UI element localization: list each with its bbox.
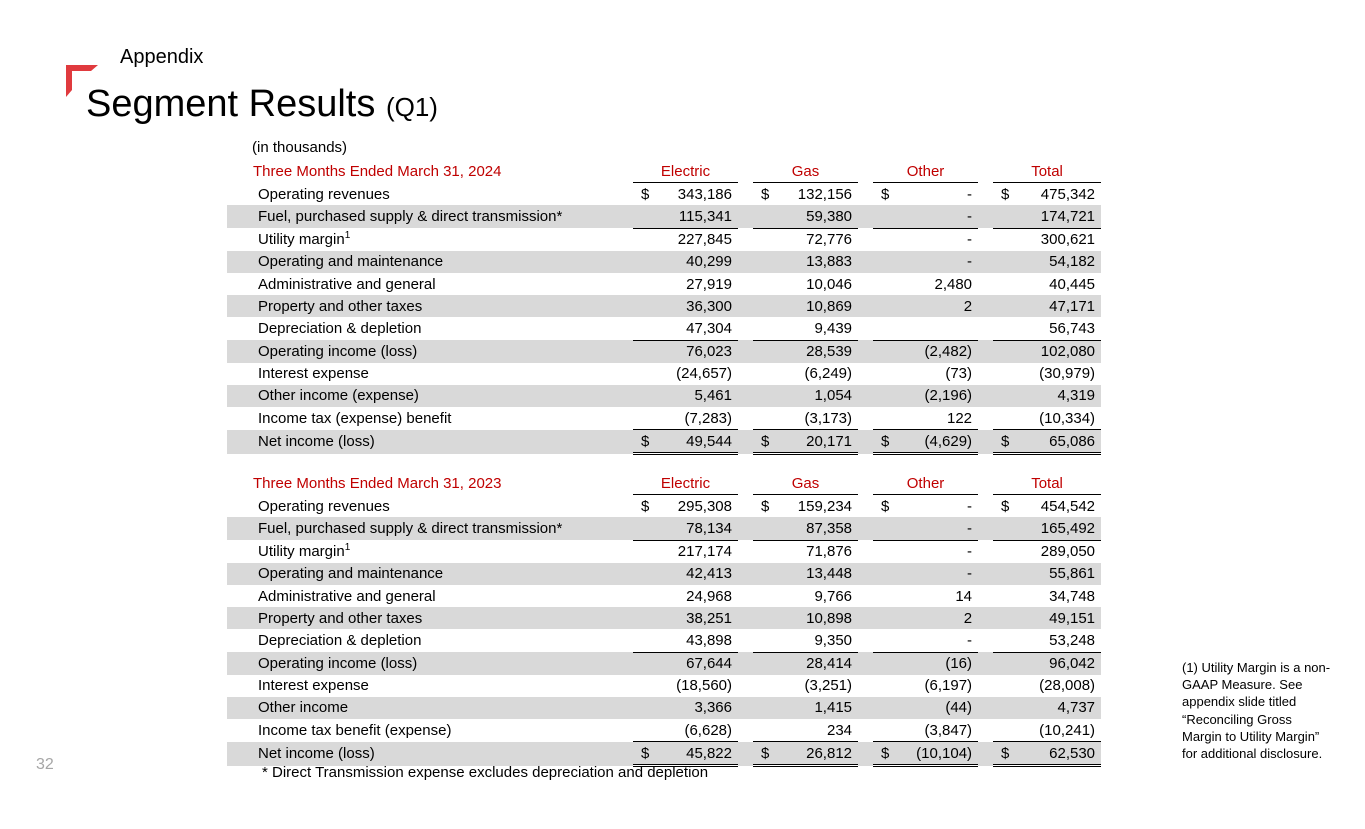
currency-symbol: $ <box>753 742 778 766</box>
row-label <box>227 183 618 206</box>
table-row <box>227 585 1101 607</box>
table-row <box>227 697 1101 719</box>
currency-symbol: $ <box>881 185 890 203</box>
cell-value: 13,883 <box>778 251 858 273</box>
cell-value: (6,628) <box>658 719 738 742</box>
cell-value: - <box>967 185 973 203</box>
row-label <box>227 719 618 742</box>
cell-value: 10,898 <box>778 607 858 629</box>
currency-symbol <box>993 317 1018 340</box>
column-header-electric: Electric <box>633 472 738 495</box>
currency-symbol <box>753 563 778 585</box>
currency-symbol <box>753 273 778 295</box>
currency-symbol <box>753 697 778 719</box>
footnote-marker: 1 <box>344 541 351 553</box>
currency-symbol <box>993 517 1018 540</box>
row-label-text: Other income <box>258 699 349 717</box>
currency-symbol <box>753 407 778 430</box>
cell-value: 10,869 <box>778 295 858 317</box>
cell-value: 1,054 <box>778 385 858 407</box>
currency-symbol <box>993 340 1018 363</box>
currency-symbol: $ <box>633 430 658 454</box>
cell-value: 174,721 <box>1018 205 1101 228</box>
cell-value: (6,249) <box>804 365 853 383</box>
table-row <box>227 607 1101 629</box>
row-label-text: Administrative and general <box>258 587 436 605</box>
row-label <box>227 652 618 675</box>
cell-value: (7,283) <box>658 407 738 430</box>
currency-symbol <box>993 540 1018 563</box>
cell-value: (24,657) <box>676 365 732 383</box>
currency-symbol: $ <box>633 742 658 766</box>
currency-symbol <box>993 205 1018 228</box>
table-row <box>227 742 1101 766</box>
currency-symbol <box>873 385 898 407</box>
cell-value: 3,366 <box>658 697 738 719</box>
row-label-text: Administrative and general <box>258 275 436 293</box>
currency-symbol <box>633 563 658 585</box>
table-row <box>227 675 1101 697</box>
cell-value: 289,050 <box>1040 543 1096 561</box>
table-row <box>227 652 1101 675</box>
segment-table-2023 <box>227 472 1101 767</box>
cell-value: 2,480 <box>934 275 973 293</box>
currency-symbol <box>873 295 898 317</box>
row-label-text: Operating revenues <box>258 497 390 515</box>
page-number: 32 <box>36 756 54 773</box>
currency-symbol <box>993 563 1018 585</box>
cell-value: 102,080 <box>1018 340 1101 363</box>
page-title-suffix: (Q1) <box>385 92 438 122</box>
row-label <box>227 675 618 697</box>
row-label <box>227 363 618 385</box>
row-label-text: Depreciation & depletion <box>258 320 422 338</box>
cell-value: 65,086 <box>1018 430 1101 454</box>
currency-symbol <box>753 719 778 742</box>
currency-symbol <box>633 517 658 540</box>
row-label <box>227 540 618 563</box>
units-note: (in thousands) <box>252 139 348 156</box>
cell-value: (10,334) <box>1018 407 1101 430</box>
column-header-total: Total <box>993 160 1101 183</box>
currency-symbol <box>993 629 1018 652</box>
cell-value: 40,445 <box>1049 275 1096 293</box>
currency-symbol <box>993 363 1018 385</box>
cell-value: 9,439 <box>778 317 858 340</box>
row-label <box>227 517 618 540</box>
table-row <box>227 273 1101 295</box>
cell-value: (6,197) <box>924 677 973 695</box>
currency-symbol: $ <box>761 185 770 203</box>
cell-value: 115,341 <box>658 205 738 228</box>
currency-symbol <box>993 385 1018 407</box>
currency-symbol <box>873 363 898 385</box>
cell-value: 4,737 <box>1018 697 1101 719</box>
row-label <box>227 228 618 251</box>
cell-value: 5,461 <box>658 385 738 407</box>
table-row <box>227 251 1101 273</box>
cell-value: (3,847) <box>898 719 978 742</box>
currency-symbol <box>753 629 778 652</box>
currency-symbol: $ <box>761 497 770 515</box>
currency-symbol: $ <box>641 185 650 203</box>
cell-value: 34,748 <box>1049 587 1096 605</box>
cell-value: (3,251) <box>804 677 853 695</box>
cell-value: - <box>898 205 978 228</box>
cell-value: 28,414 <box>778 652 858 675</box>
cell-value: 20,171 <box>778 430 858 454</box>
cell-value: (28,008) <box>1039 677 1096 695</box>
currency-symbol <box>633 629 658 652</box>
row-label <box>227 340 618 363</box>
currency-symbol <box>633 719 658 742</box>
currency-symbol <box>873 675 898 697</box>
row-label <box>227 607 618 629</box>
currency-symbol <box>753 228 778 251</box>
row-label <box>227 563 618 585</box>
currency-symbol <box>753 675 778 697</box>
cell-value: (2,196) <box>898 385 978 407</box>
currency-symbol <box>753 295 778 317</box>
cell-value: 234 <box>778 719 858 742</box>
cell-value: 122 <box>898 407 978 430</box>
column-header-total: Total <box>993 472 1101 495</box>
row-label-text: Income tax (expense) benefit <box>258 409 452 427</box>
currency-symbol <box>633 273 658 295</box>
row-label <box>227 585 618 607</box>
currency-symbol: $ <box>881 497 890 515</box>
cell-value: 9,350 <box>778 629 858 652</box>
row-label <box>227 317 618 340</box>
currency-symbol <box>633 675 658 697</box>
page-title-text: Segment Results <box>86 83 376 125</box>
table-row <box>227 183 1101 206</box>
cell-value: (3,173) <box>778 407 858 430</box>
table-row <box>227 340 1101 363</box>
row-label-text: Utility margin <box>258 542 345 560</box>
row-label <box>227 273 618 295</box>
footnote: * Direct Transmission expense excludes depreciation and depletion <box>262 764 709 781</box>
row-label-text: Operating income (loss) <box>258 654 418 672</box>
cell-value: 43,898 <box>658 629 738 652</box>
cell-value: - <box>967 543 973 561</box>
period-label: Three Months Ended March 31, 2023 <box>253 474 502 492</box>
currency-symbol <box>633 540 658 563</box>
row-label-text: Net income (loss) <box>258 433 375 451</box>
currency-symbol <box>633 205 658 228</box>
currency-symbol <box>993 228 1018 251</box>
row-label <box>227 629 618 652</box>
cell-value: 295,308 <box>677 497 732 515</box>
cell-value: - <box>898 563 978 585</box>
currency-symbol <box>633 697 658 719</box>
currency-symbol <box>873 517 898 540</box>
cell-value: 40,299 <box>658 251 738 273</box>
cell-value: 343,186 <box>677 185 732 203</box>
table-row <box>227 228 1101 251</box>
currency-symbol <box>873 205 898 228</box>
row-label-text: Utility margin <box>258 230 345 248</box>
segment-table-2024 <box>227 160 1101 455</box>
currency-symbol <box>993 407 1018 430</box>
table-header-row <box>227 160 1101 183</box>
cell-value: - <box>898 629 978 652</box>
table-row <box>227 563 1101 585</box>
column-header-gas: Gas <box>753 160 858 183</box>
cell-value: 10,046 <box>806 275 853 293</box>
cell-value: 78,134 <box>658 517 738 540</box>
page-title <box>86 83 438 126</box>
currency-symbol <box>873 228 898 251</box>
currency-symbol <box>993 295 1018 317</box>
table-header-row <box>227 472 1101 495</box>
currency-symbol <box>633 363 658 385</box>
row-label-text: Operating revenues <box>258 185 390 203</box>
period-label: Three Months Ended March 31, 2024 <box>253 162 502 180</box>
currency-symbol <box>993 652 1018 675</box>
cell-value: 475,342 <box>1040 185 1096 203</box>
cell-value: 49,151 <box>1018 607 1101 629</box>
cell-value: 42,413 <box>658 563 738 585</box>
currency-symbol <box>873 340 898 363</box>
cell-value: 55,861 <box>1018 563 1101 585</box>
currency-symbol: $ <box>1001 185 1010 203</box>
cell-value: 454,542 <box>1040 497 1096 515</box>
currency-symbol: $ <box>873 430 898 454</box>
currency-symbol <box>753 251 778 273</box>
currency-symbol <box>993 675 1018 697</box>
row-label-text: Depreciation & depletion <box>258 632 422 650</box>
cell-value: 1,415 <box>778 697 858 719</box>
currency-symbol <box>633 407 658 430</box>
cell-value: 45,822 <box>658 742 738 766</box>
cell-value: 9,766 <box>814 587 853 605</box>
cell-value: 56,743 <box>1018 317 1101 340</box>
row-label <box>227 251 618 273</box>
cell-value: 4,319 <box>1018 385 1101 407</box>
currency-symbol <box>633 652 658 675</box>
table-row <box>227 495 1101 518</box>
cell-value: (30,979) <box>1039 365 1096 383</box>
cell-value: 165,492 <box>1018 517 1101 540</box>
cell-value <box>898 317 978 340</box>
currency-symbol <box>753 585 778 607</box>
cell-value: (4,629) <box>898 430 978 454</box>
cell-value: 62,530 <box>1018 742 1101 766</box>
cell-value: 217,174 <box>677 543 732 561</box>
row-label <box>227 407 618 430</box>
cell-value: 227,845 <box>677 231 732 249</box>
currency-symbol <box>753 517 778 540</box>
currency-symbol <box>633 585 658 607</box>
table-row <box>227 363 1101 385</box>
column-header-gas: Gas <box>753 472 858 495</box>
table-row <box>227 629 1101 652</box>
currency-symbol <box>873 719 898 742</box>
cell-value: 54,182 <box>1018 251 1101 273</box>
row-label <box>227 742 618 766</box>
currency-symbol <box>633 228 658 251</box>
currency-symbol <box>633 385 658 407</box>
cell-value: 49,544 <box>658 430 738 454</box>
table-row <box>227 205 1101 228</box>
cell-value: (2,482) <box>898 340 978 363</box>
currency-symbol <box>993 719 1018 742</box>
cell-value: 38,251 <box>658 607 738 629</box>
cell-value: 300,621 <box>1040 231 1096 249</box>
currency-symbol <box>873 607 898 629</box>
row-label <box>227 697 618 719</box>
table-row <box>227 385 1101 407</box>
cell-value: 71,876 <box>806 543 853 561</box>
cell-value: 53,248 <box>1018 629 1101 652</box>
cell-value: 2 <box>898 295 978 317</box>
row-label-text: Operating income (loss) <box>258 342 418 360</box>
cell-value: (44) <box>898 697 978 719</box>
cell-value: 47,171 <box>1018 295 1101 317</box>
cell-value: (16) <box>898 652 978 675</box>
cell-value: 132,156 <box>797 185 853 203</box>
currency-symbol <box>633 340 658 363</box>
cell-value: - <box>967 497 973 515</box>
currency-symbol <box>873 251 898 273</box>
cell-value: (18,560) <box>676 677 732 695</box>
cell-value: - <box>898 251 978 273</box>
row-label-text: Property and other taxes <box>258 609 423 627</box>
row-label-text: Property and other taxes <box>258 297 423 315</box>
row-label-text: Fuel, purchased supply & direct transmission* <box>258 208 563 226</box>
cell-value: (10,104) <box>898 742 978 766</box>
cell-value: (73) <box>945 365 973 383</box>
table-row <box>227 517 1101 540</box>
currency-symbol: $ <box>641 497 650 515</box>
row-label <box>227 385 618 407</box>
currency-symbol <box>873 540 898 563</box>
currency-symbol: $ <box>993 742 1018 766</box>
currency-symbol <box>633 607 658 629</box>
currency-symbol <box>753 385 778 407</box>
table-row <box>227 540 1101 563</box>
cell-value: 67,644 <box>658 652 738 675</box>
currency-symbol <box>993 585 1018 607</box>
currency-symbol: $ <box>753 430 778 454</box>
currency-symbol <box>873 697 898 719</box>
cell-value: 59,380 <box>778 205 858 228</box>
column-header-other: Other <box>873 160 978 183</box>
currency-symbol <box>993 273 1018 295</box>
currency-symbol <box>993 251 1018 273</box>
table-row <box>227 407 1101 430</box>
cell-value: 24,968 <box>686 587 732 605</box>
utility-margin-note: (1) Utility Margin is a non-GAAP Measure. See appendix slide titled “Reconciling Gross Margin to Utility Margin” for additional disclosure. <box>1182 660 1331 762</box>
row-label-text: Operating and maintenance <box>258 565 444 583</box>
row-label <box>227 205 618 228</box>
currency-symbol <box>873 273 898 295</box>
currency-symbol <box>873 629 898 652</box>
currency-symbol <box>753 317 778 340</box>
cell-value: 28,539 <box>778 340 858 363</box>
row-label <box>227 430 618 454</box>
row-label-text: Fuel, purchased supply & direct transmission* <box>258 520 563 538</box>
row-label-text: Interest expense <box>258 677 369 695</box>
currency-symbol <box>753 363 778 385</box>
currency-symbol <box>873 563 898 585</box>
row-label-text: Operating and maintenance <box>258 253 444 271</box>
currency-symbol <box>633 251 658 273</box>
cell-value: 2 <box>898 607 978 629</box>
currency-symbol: $ <box>1001 497 1010 515</box>
table-row <box>227 430 1101 454</box>
currency-symbol <box>753 652 778 675</box>
cell-value: 96,042 <box>1018 652 1101 675</box>
cell-value: 13,448 <box>778 563 858 585</box>
cell-value: 26,812 <box>778 742 858 766</box>
row-label-text: Net income (loss) <box>258 745 375 763</box>
currency-symbol <box>753 607 778 629</box>
table-row <box>227 719 1101 742</box>
table-row <box>227 295 1101 317</box>
cell-value: (10,241) <box>1018 719 1101 742</box>
currency-symbol <box>873 585 898 607</box>
column-header-other: Other <box>873 472 978 495</box>
currency-symbol <box>873 317 898 340</box>
row-label <box>227 295 618 317</box>
currency-symbol <box>873 407 898 430</box>
currency-symbol <box>993 697 1018 719</box>
cell-value: - <box>898 517 978 540</box>
cell-value: 72,776 <box>806 231 853 249</box>
cell-value: 47,304 <box>658 317 738 340</box>
currency-symbol <box>993 607 1018 629</box>
column-header-electric: Electric <box>633 160 738 183</box>
row-label-text: Other income (expense) <box>258 387 419 405</box>
cell-value: 14 <box>955 587 973 605</box>
cell-value: 87,358 <box>778 517 858 540</box>
currency-symbol <box>873 652 898 675</box>
currency-symbol: $ <box>873 742 898 766</box>
row-label-text: Interest expense <box>258 365 369 383</box>
currency-symbol <box>753 540 778 563</box>
cell-value: 27,919 <box>686 275 732 293</box>
currency-symbol <box>753 340 778 363</box>
section-label: Appendix <box>120 46 204 68</box>
currency-symbol <box>633 295 658 317</box>
table-row <box>227 317 1101 340</box>
cell-value: 76,023 <box>658 340 738 363</box>
cell-value: 36,300 <box>658 295 738 317</box>
cell-value: - <box>967 231 973 249</box>
currency-symbol <box>753 205 778 228</box>
cell-value: 159,234 <box>797 497 853 515</box>
footnote-marker: 1 <box>344 229 351 241</box>
row-label <box>227 495 618 518</box>
currency-symbol: $ <box>993 430 1018 454</box>
row-label-text: Income tax benefit (expense) <box>258 721 452 739</box>
currency-symbol <box>633 317 658 340</box>
